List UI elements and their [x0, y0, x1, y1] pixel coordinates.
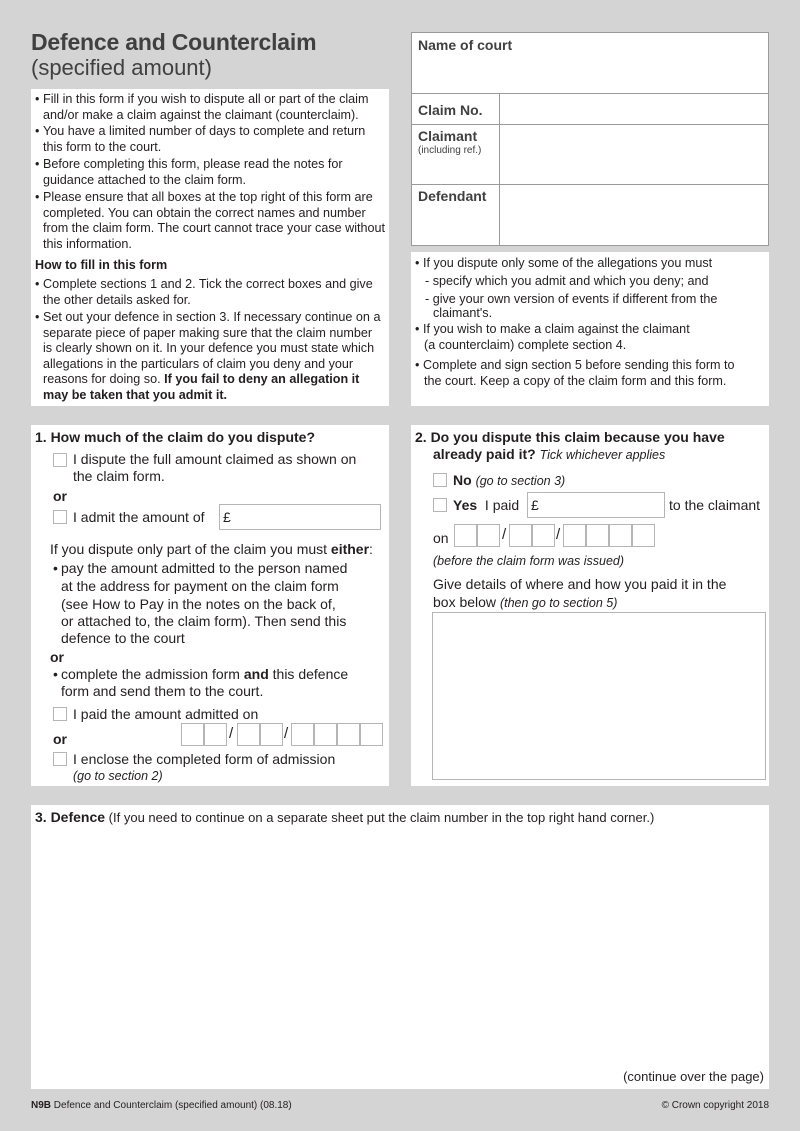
currency-symbol: £: [223, 509, 231, 525]
date-separator: /: [556, 526, 561, 543]
guidance-panel: [411, 252, 769, 406]
howto-bullet: • Set out your defence in section 3. If necessary continue on a separate piece of paper making sure that the claim number is clearly shown on it. In your defence you must state which allegations in the particulars of claim you deny and your reasons for doing so. If you fail to deny an allegation it may be taken that you admit it.: [35, 310, 381, 402]
intro-bullet: • You have a limited number of days to complete and return this form to the court.: [35, 124, 366, 154]
pay-option-line: (see How to Pay in the notes on the back of,: [61, 596, 336, 612]
before-issue-note: (before the claim form was issued): [433, 554, 625, 568]
paid-date-year-digit[interactable]: [314, 723, 337, 746]
pay-option-line: defence to the court: [61, 630, 185, 646]
paid-date-day-digit[interactable]: [204, 723, 227, 746]
continue-note: (continue over the page): [623, 1069, 764, 1084]
note-bullet: • If you dispute only some of the allegations you must: [415, 256, 713, 270]
dispute-full-checkbox[interactable]: [53, 453, 67, 467]
paid-on-month-digit[interactable]: [532, 524, 555, 547]
intro-panel: [31, 89, 389, 406]
date-separator: /: [502, 526, 507, 543]
claimant-row: [412, 124, 768, 185]
intro-bullet: • Please ensure that all boxes at the top right of this form are completed. You can obtain the correct names and number from the claim form. The court cannot trace your case without this information.: [35, 190, 386, 251]
section-1-title: 1. How much of the claim do you dispute?: [35, 429, 316, 445]
form-reference: N9B Defence and Counterclaim (specified amount) (08.18): [31, 1100, 292, 1111]
paid-date-month-digit[interactable]: [260, 723, 283, 746]
note-sub: claimant's.: [433, 306, 493, 320]
note-bullet: • Complete and sign section 5 before sending this form to: [415, 358, 735, 372]
claim-no-row: [412, 93, 768, 125]
enclose-admission-note: (go to section 2): [73, 769, 163, 783]
or-label: or: [53, 731, 67, 747]
admit-amount-input[interactable]: [219, 504, 381, 530]
paid-admitted-label: I paid the amount admitted on: [73, 706, 259, 722]
pay-option-line: pay the amount admitted to the person named: [61, 560, 348, 576]
complete-option-line-2: form and send them to the court.: [61, 683, 264, 699]
payment-details-textarea[interactable]: [432, 612, 766, 780]
paid-date-year-digit[interactable]: [291, 723, 314, 746]
already-paid-yes-label: Yes I paid: [453, 497, 520, 513]
pay-option-line: or attached to, the claim form). Then send this: [61, 613, 347, 629]
dispute-full-label: I dispute the full amount claimed as shown on: [73, 451, 357, 467]
already-paid-no-label: No (go to section 3): [453, 472, 566, 488]
paid-date-year-digit[interactable]: [337, 723, 360, 746]
dispute-full-label-2: the claim form.: [73, 468, 165, 484]
paid-on-day-digit[interactable]: [477, 524, 500, 547]
claim-no-label: Claim No.: [418, 102, 483, 118]
currency-symbol: £: [531, 497, 539, 513]
paid-on-day-digit[interactable]: [454, 524, 477, 547]
note-sub: - give your own version of events if different from the: [425, 292, 718, 306]
enclose-admission-label: I enclose the completed form of admission: [73, 751, 336, 767]
name-of-court-label: Name of court: [418, 37, 513, 53]
paid-on-year-digit[interactable]: [632, 524, 655, 547]
note-bullet: • If you wish to make a claim against the claimant: [415, 322, 690, 336]
form-title: Defence and Counterclaim: [31, 29, 317, 55]
section-2-panel: [411, 425, 769, 786]
already-paid-no-checkbox[interactable]: [433, 473, 447, 487]
section-2-title: 2. Do you dispute this claim because you have: [415, 429, 725, 445]
section-3-panel: [31, 805, 769, 1089]
admit-amount-label: I admit the amount of: [73, 509, 205, 525]
section-2-title-2: already paid it? Tick whichever applies: [433, 446, 666, 462]
date-separator: /: [229, 725, 234, 742]
claimant-label: Claimant: [418, 128, 478, 144]
defendant-row: [412, 184, 768, 246]
defendant-label: Defendant: [418, 188, 487, 204]
payment-details-instruction-2: box below (then go to section 5): [433, 594, 618, 610]
note-line: (a counterclaim) complete section 4.: [424, 338, 627, 352]
paid-admitted-checkbox[interactable]: [53, 707, 67, 721]
intro-bullet: • Before completing this form, please read the notes for guidance attached to the claim form.: [35, 157, 343, 187]
payment-details-instruction: Give details of where and how you paid it in the: [433, 576, 727, 592]
paid-on-year-digit[interactable]: [609, 524, 632, 547]
date-separator: /: [284, 725, 289, 742]
howto-title: How to fill in this form: [35, 258, 168, 272]
form-subtitle: (specified amount): [31, 55, 212, 80]
note-line: the court. Keep a copy of the claim form and this form.: [424, 374, 727, 388]
paid-on-year-digit[interactable]: [563, 524, 586, 547]
paid-date-month-digit[interactable]: [237, 723, 260, 746]
paid-date-day-digit[interactable]: [181, 723, 204, 746]
pay-option-line: at the address for payment on the claim form: [61, 578, 339, 594]
intro-bullet: • Fill in this form if you wish to dispute all or part of the claim and/or make a claim against the claimant (counterclaim).: [35, 92, 369, 122]
enclose-admission-checkbox[interactable]: [53, 752, 67, 766]
court-details-box: [411, 32, 769, 246]
pay-option-bullet: •: [53, 560, 58, 576]
defence-text-area[interactable]: [35, 833, 763, 1065]
note-sub: - specify which you admit and which you deny; and: [425, 274, 709, 288]
paid-on-year-digit[interactable]: [586, 524, 609, 547]
howto-bullet: • Complete sections 1 and 2. Tick the correct boxes and give the other details asked for.: [35, 277, 373, 307]
paid-amount-input[interactable]: [527, 492, 665, 518]
part-dispute-intro: If you dispute only part of the claim you must either:: [50, 541, 373, 557]
complete-option-bullet: •: [53, 666, 58, 682]
paid-on-label: on: [433, 530, 449, 546]
copyright: © Crown copyright 2018: [661, 1100, 769, 1111]
section-3-heading: 3. Defence (If you need to continue on a separate sheet put the claim number in the top right hand corner.): [35, 809, 655, 825]
or-label: or: [50, 649, 64, 665]
complete-option-line: complete the admission form and this defence: [61, 666, 349, 682]
to-claimant-label: to the claimant: [669, 497, 761, 513]
paid-on-month-digit[interactable]: [509, 524, 532, 547]
claimant-sub-label: (including ref.): [418, 145, 482, 156]
already-paid-yes-checkbox[interactable]: [433, 498, 447, 512]
admit-amount-checkbox[interactable]: [53, 510, 67, 524]
paid-date-year-digit[interactable]: [360, 723, 383, 746]
or-label: or: [53, 488, 67, 504]
section-1-panel: [31, 425, 389, 786]
